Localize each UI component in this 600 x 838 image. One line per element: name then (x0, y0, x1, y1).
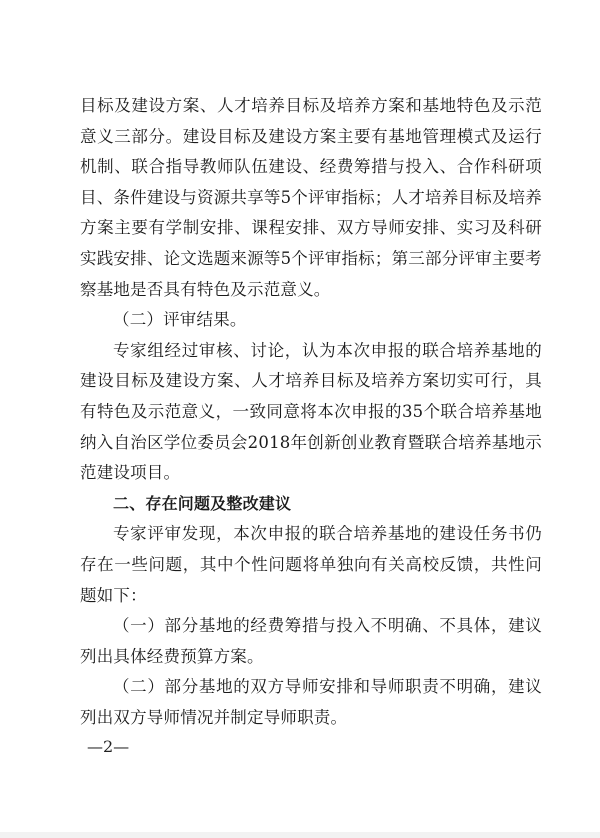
paragraph-evaluation-criteria: 目标及建设方案、人才培养目标及培养方案和基地特色及示范意义三部分。建设目标及建设方案主要有基地管理模式及运行机制、联合指导教师队伍建设、经费筹措与投入、合作科研项目、条件建设与资源共享等5个评审指标；人才培养目标及培养方案主要有学制安排、课程安排、双方导师安排、实习及科研实践安排、论文选题来源等5个评审指标；第三部分评审主要考察基地是否具有特色及示范意义。 (80, 96, 542, 299)
paragraph-problem-1: （一）部分基地的经费筹措与投入不明确、不具体，建议列出具体经费预算方案。 (80, 616, 542, 666)
paragraph-problem-2: （二）部分基地的双方导师安排和导师职责不明确，建议列出双方导师情况并制定导师职责。 (80, 677, 542, 727)
page-number: —2— (87, 737, 130, 756)
page-bottom-edge (0, 832, 600, 838)
paragraph-evaluation-result: 专家组经过审核、讨论，认为本次申报的联合培养基地的建设目标及建设方案、人才培养目标及培养方案切实可行，具有特色及示范意义，一致同意将本次申报的35个联合培养基地纳入自治区学位委员会2018年创新创业教育暨联合培养基地示范建设项目。 (80, 340, 542, 483)
section-heading-problems: 二、存在问题及整改建议 (113, 493, 292, 513)
subheading-evaluation-result: （二）评审结果。 (113, 310, 247, 330)
paragraph-problems-intro: 专家评审发现，本次申报的联合培养基地的建设任务书仍存在一些问题，其中个性问题将单独向有关高校反馈，共性问题如下： (80, 524, 542, 605)
document-body (80, 91, 542, 733)
